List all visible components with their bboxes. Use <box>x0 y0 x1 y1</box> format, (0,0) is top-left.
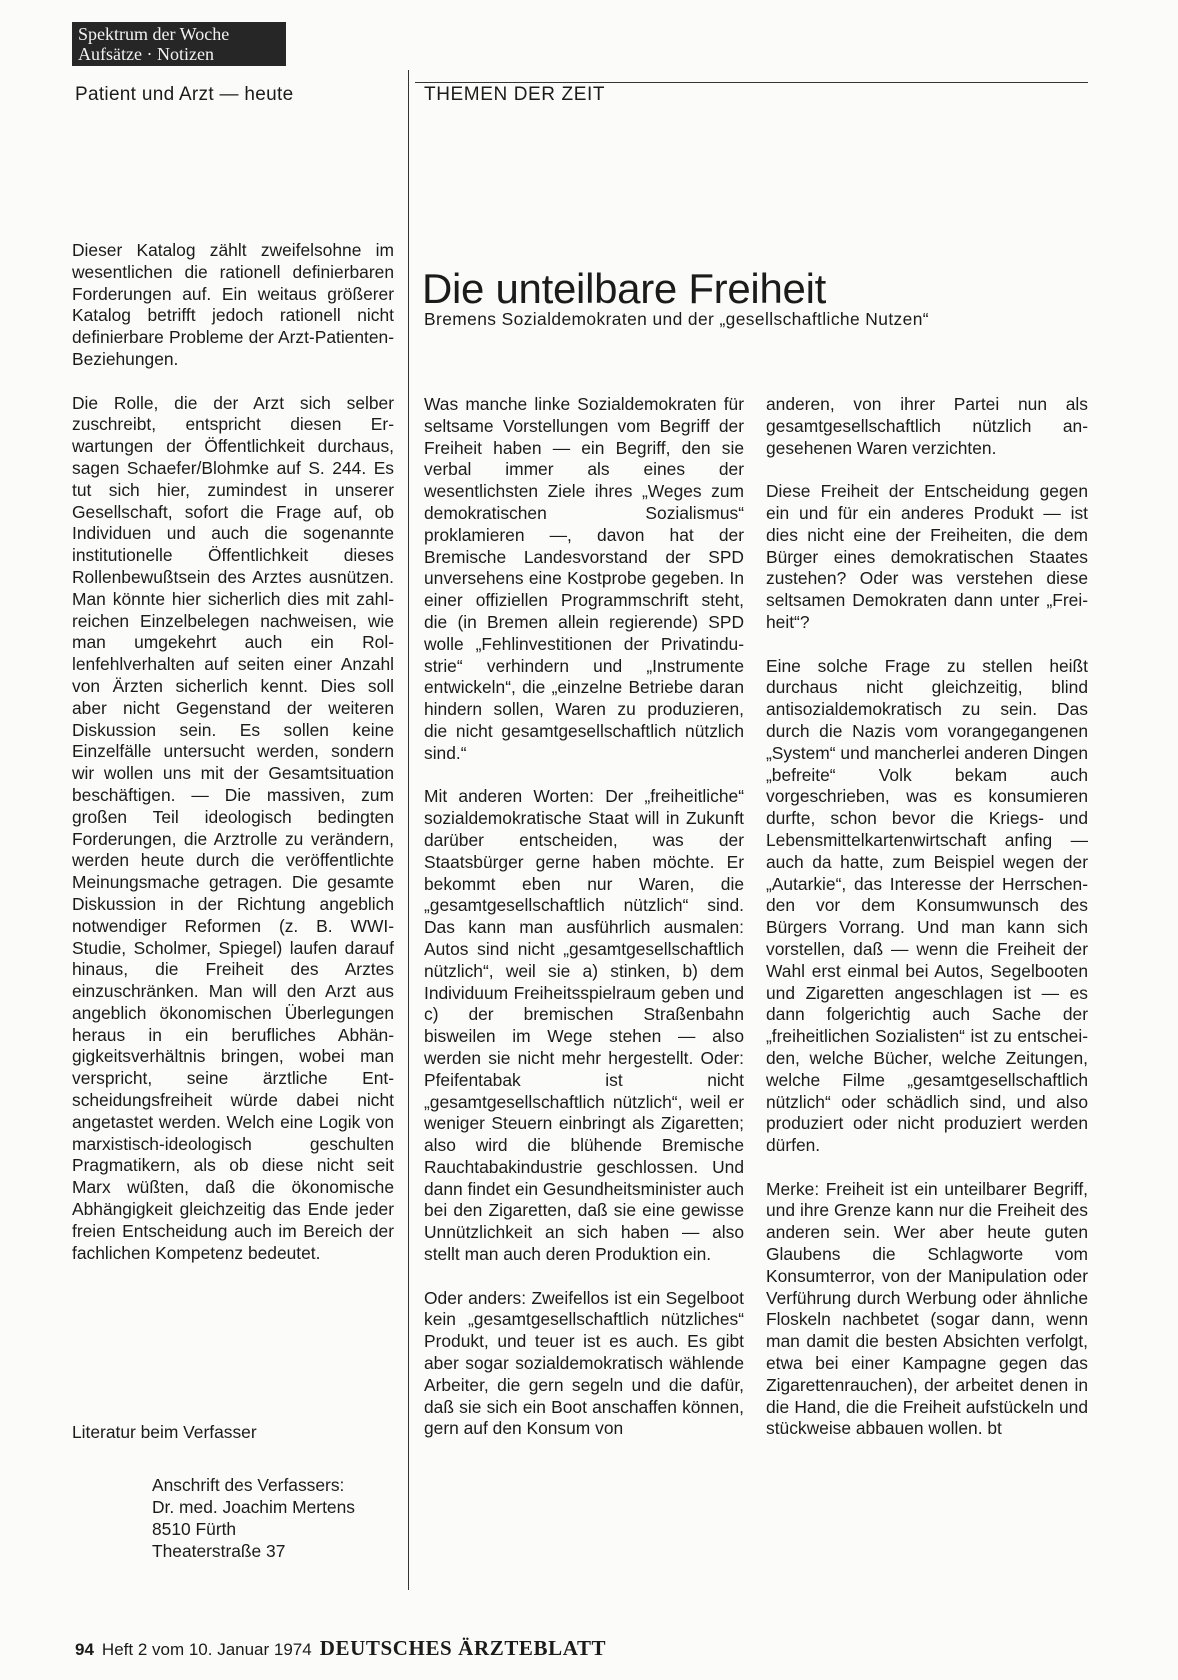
address-street: Theaterstraße 37 <box>152 1541 286 1561</box>
paragraph: Merke: Freiheit ist ein unteilbarer Begriff, und ihre Grenze kann nur die Freiheit des anderen sein. Wer aber heute guten Glaubens die Schlagworte vom Konsumterror, von der Manipulation oder Verführung durch Werbung oder ähnliche Floskeln nachbetet (sogar dann, wenn man damit die besten Absichten verfolgt, etwa bei einer Kampagne gegen das Zigarettenrauchen), der arbeitet denen in die Hand, die die Freiheit aufstückeln und stückweise abbauen wollen. bt <box>766 1178 1088 1439</box>
paragraph: Eine solche Frage zu stellen heißt durchaus nicht gleichzeitig, blind antisozialdemokratisch zu sein. Das durch die Nazis vom vorangegangenen „System“ und mancherlei anderen Dingen „befreite“ Volk bekam auch vorgeschrieben, was es konsumieren durfte, schon bevor die Kriegs- und Lebensmittelkartenwirtschaft anfing — auch da hatte, zum Beispiel wegen der „Autarkie“, das Interesse der Herrschenden vor dem Konsumwunsch des Bürgers Vorrang. Und man kann sich vorstellen, daß — wenn die Freiheit der Wahl erst einmal bei Autos, Segelbooten und Zigaretten angeschlagen ist — es dann folgerichtig auch Sache der „freiheitlichen Sozialisten“ ist zu entscheiden, welche Bücher, welche Zeitungen, welche Filme „gesamtgesellschaftlich nützlich“ oder schädlich sind, und also produziert oder nicht produziert werden dürfen. <box>766 655 1088 1156</box>
address-city: 8510 Fürth <box>152 1519 237 1539</box>
address-label: Anschrift des Verfassers: <box>152 1475 345 1495</box>
header-rule <box>415 82 1088 83</box>
literature-note: Literatur beim Verfasser <box>72 1422 257 1442</box>
paragraph: Dieser Katalog zählt zweifelsohne im wesentlichen die rationell definierbaren Forderungen auf. Ein weitaus größerer Katalog betrifft jedoch rationell nicht definierbare Probleme der Arzt-Patienten-Beziehungen. <box>72 240 394 369</box>
page-number: 94 <box>75 1640 94 1659</box>
left-column <box>72 240 394 1286</box>
left-column-header: Patient und Arzt — heute <box>75 84 294 105</box>
paragraph: Mit anderen Worten: Der „freiheitliche“ sozialdemokratische Staat will in Zukunft darüber entscheiden, was der Staatsbürger gerne haben möchte. Er bekommt eben nur Waren, die „gesamtgesellschaftlich nützlich“ sind. Das kann man ausführlich ausmalen: Autos sind nicht „gesamtgesellschaftlich nützlich“, weil sie a) stinken, b) dem Individuum Freiheitsspielraum geben und c) der bremischen Straßenbahn bisweilen im Wege stehen — also werden sie nicht mehr hergestellt. Oder: Pfeifentabak ist nicht „gesamtgesellschaftlich nützlich“, weil er weniger Steuern einbringt als Zigaretten; also wird die blühende Bremische Rauchtabakindustrie geschlossen. Und dann findet ein Gesundheitsminister auch bei den Zigaretten, daß sie eine gewisse Unnützlichkeit an sich haben — also stellt man auch deren Produktion ein. <box>424 786 744 1265</box>
section-tag-line2: Aufsätze · Notizen <box>78 44 214 64</box>
section-header: THEMEN DER ZEIT <box>424 84 606 105</box>
issue-info: Heft 2 vom 10. Januar 1974 <box>101 1640 312 1659</box>
section-tag-line1: Spektrum der Woche <box>78 24 230 44</box>
right-column <box>766 394 1088 1462</box>
article-subtitle: Bremens Sozialdemokraten und der „gesellschaftliche Nutzen“ <box>424 309 929 329</box>
page-footer <box>75 1636 606 1661</box>
author-address <box>152 1474 355 1562</box>
section-tag <box>72 22 286 66</box>
column-divider <box>408 70 409 1590</box>
address-name: Dr. med. Joachim Mertens <box>152 1497 355 1517</box>
paragraph: anderen, von ihrer Partei nun als gesamtgesellschaftlich nützlich angesehenen Waren verzichten. <box>766 394 1088 458</box>
paragraph: Diese Freiheit der Entscheidung gegen ein und für ein anderes Produkt — ist dies nicht eine der Freiheiten, die dem Bürger eines demokratischen Staates zustehen? Oder was verstehen diese seltsamen Demokraten dann unter „Freiheit“? <box>766 481 1088 632</box>
paragraph: Was manche linke Sozialdemokraten für seltsame Vorstellungen vom Begriff der Freiheit haben — ein Begriff, den sie verbal immer als eines der wesentlichsten Ziele ihres „Weges zum demokratischen Sozialismus“ proklamieren —, davon hat der Bremische Landesvorstand der SPD unversehens eine Kostprobe gegeben. In einer offiziellen Programmschrift steht, die (in Bremen allein regierende) SPD wolle „Fehlinvestitionen der Privatindustrie“ verhindern und „Instrumente entwickeln“, die „einzelne Betriebe daran hindern sollen, Waren zu produzieren, die nicht gesamtgesellschaftlich nützlich sind.“ <box>424 394 744 763</box>
paragraph: Oder anders: Zweifellos ist ein Segelboot kein „gesamtgesellschaftlich nützliches“ Produkt, und teuer ist es auch. Es gibt aber sogar sozialdemokratisch wählende Arbeiter, die gern segeln und die dafür, daß sie sich ein Boot anschaffen können, gern auf den Konsum von <box>424 1287 744 1439</box>
middle-column <box>424 394 744 1462</box>
paragraph: Die Rolle, die der Arzt sich selber zuschreibt, entspricht diesen Erwartungen der Öffentlichkeit durchaus, sagen Schaefer/Blohmke auf S. 244. Es tut sich hier, zumindest in unserer Gesellschaft, sofort die Frage auf, ob Individuen und auch die sogenannte institutionelle Öffentlichkeit dieses Rollenbewußtsein des Arztes ausnützen. Man könnte hier sicherlich dies mit zahlreichen Einzelbelegen nachweisen, wie man umgekehrt auch ein Rollenfehlverhalten auf seiten einer Anzahl von Ärzten sicherlich kennt. Dies soll aber nicht Gegenstand der weiteren Diskussion sein. Es sollen keine Einzelfälle untersucht werden, sondern wir wollen uns mit der Gesamtsituation beschäftigen. — Die massiven, zum großen Teil ideologisch bedingten Forderungen, die Arztrolle zu verändern, werden heute durch die veröffentlichte Meinungsmache getragen. Die gesamte Diskussion in der Richtung angeblich notwendiger Reformen (z. B. WWI-Studie, Scholmer, Spiegel) laufen darauf hinaus, die Freiheit des Arztes einzuschränken. Man will den Arzt aus angeblich ökonomischen Überlegungen heraus in ein berufliches Abhängigkeitsverhältnis bringen, wobei man verspricht, seine ärztliche Entscheidungsfreiheit würde dabei nicht angetastet werden. Welch eine Logik von marxistisch-ideologisch geschulten Pragmatikern, als ob diese nicht seit Marx wüßten, daß die ökonomische Abhängigkeit gleichzeitig das Ende jeder freien Entscheidung auch im Bereich der fachlichen Kompetenz bedeutet. <box>72 392 394 1263</box>
article-title: Die unteilbare Freiheit <box>422 265 826 313</box>
journal-name: DEUTSCHES ÄRZTEBLATT <box>319 1636 607 1660</box>
